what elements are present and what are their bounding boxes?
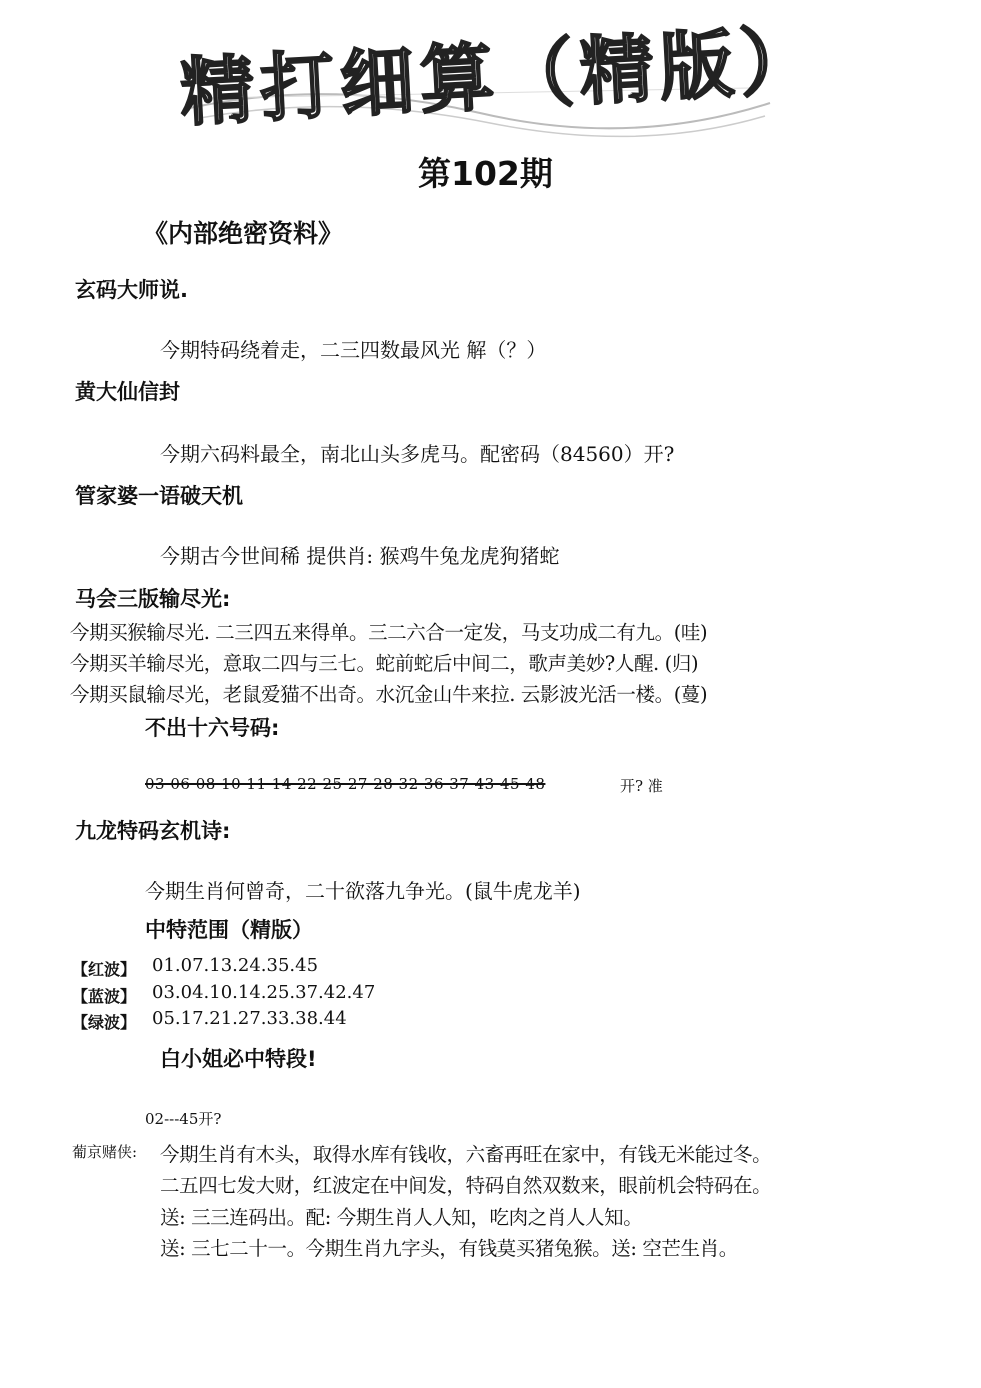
guanjia-line: 今期古今世间稀 提供肖: 猴鸡牛兔龙虎狗猪蛇 (160, 544, 560, 568)
wave-green-label: 【绿波】 (72, 1013, 137, 1032)
pujing-line-2: 二五四七发大财，红波定在中间发，特码自然双数来，眼前机会特码在。 (160, 1174, 772, 1197)
buchu-struck-numbers: 03 06 08 10 11 14 22 25 27 28 32 36 37 43 45 48 (145, 775, 546, 793)
subtitle: 《内部绝密资料》 (143, 219, 344, 248)
wave-blue-numbers: 03.04.10.14.25.37.42.47 (152, 982, 376, 1003)
mahui-line-1: 今期买猴输尽光. 二三四五来得单。三二六合一定发，马支功成二有九。(哇) (70, 621, 708, 644)
pujing-label: 葡京赌侠: (72, 1143, 138, 1161)
jiulong-line: 今期生肖何曾奇，二十欲落九争光。(鼠牛虎龙羊) (145, 879, 581, 903)
buchu-suffix: 开? 准 (620, 777, 663, 795)
wave-green-numbers: 05.17.21.27.33.38.44 (152, 1008, 347, 1029)
zhongte-title: 中特范围（精版） (145, 918, 313, 942)
xuanma-line: 今期特码绕着走，二三四数最风光 解（？） (160, 338, 547, 362)
wave-blue-label: 【蓝波】 (72, 987, 137, 1006)
bai-title: 白小姐必中特段! (160, 1047, 317, 1071)
guanjia-title: 管家婆一语破天机 (75, 484, 243, 508)
pujing-line-4: 送: 三七二十一。今期生肖九字头，有钱莫买猪兔猴。送: 空芒生肖。 (160, 1237, 738, 1260)
huang-line: 今期六码料最全，南北山头多虎马。配密码（84560）开? (160, 442, 675, 466)
huang-title: 黄大仙信封 (75, 380, 180, 404)
xuanma-title: 玄码大师说. (75, 278, 188, 302)
mahui-line-3: 今期买鼠输尽光，老鼠爱猫不出奇。水沉金山牛来拉. 云影波光活一楼。(蔓) (70, 683, 708, 706)
pujing-line-1: 今期生肖有木头，取得水库有钱收，六畜再旺在家中，有钱无米能过冬。 (160, 1143, 772, 1166)
mahui-line-2: 今期买羊输尽光，意取二四与三七。蛇前蛇后中间二，歌声美妙?人醒. (归) (70, 652, 699, 675)
wave-red-label: 【红波】 (72, 960, 137, 979)
pujing-line-3: 送: 三三连码出。配: 今期生肖人人知，吃肉之肖人人知。 (160, 1206, 643, 1229)
buchu-title: 不出十六号码: (145, 716, 280, 740)
issue-number: 第102期 (418, 154, 553, 193)
mahui-title: 马会三版输尽光: (75, 587, 231, 611)
banner-title (178, 17, 822, 138)
wave-red-numbers: 01.07.13.24.35.45 (152, 955, 319, 976)
bai-range: 02---45开? (145, 1110, 222, 1128)
banner-title-text: 精打细算（精版） (178, 17, 822, 137)
jiulong-title: 九龙特码玄机诗: (75, 819, 231, 843)
